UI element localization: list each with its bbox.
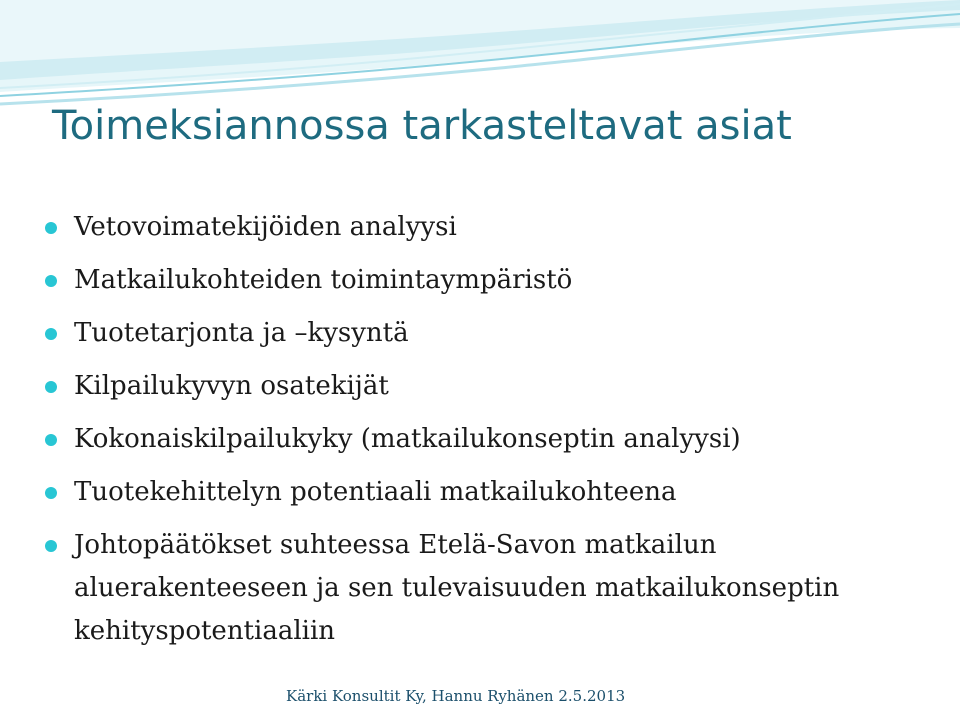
bullet-dot-icon [45, 381, 57, 393]
bullet-text: Kokonaiskilpailukyky (matkailukonseptin analyysi) [74, 424, 741, 454]
bullet-text: Tuotetarjonta ja –kysyntä [74, 318, 409, 348]
list-item [0, 312, 960, 355]
bullet-list [0, 206, 960, 663]
list-item [0, 418, 960, 461]
slide-footer: Kärki Konsultit Ky, Hannu Ryhänen 2.5.2013 [286, 687, 626, 705]
list-item [0, 471, 960, 514]
list-item [0, 259, 960, 302]
bullet-text: Kilpailukyvyn osatekijät [74, 371, 389, 401]
bullet-dot-icon [45, 222, 57, 234]
list-item [0, 365, 960, 408]
bullet-dot-icon [45, 328, 57, 340]
bullet-text: Tuotekehittelyn potentiaali matkailukohteena [74, 477, 677, 507]
bullet-dot-icon [45, 487, 57, 499]
list-item [0, 524, 960, 653]
bullet-text: Vetovoimatekijöiden analyysi [74, 212, 457, 242]
list-item [0, 206, 960, 249]
bullet-text: Johtopäätökset suhteessa Etelä-Savon matkailun aluerakenteeseen ja sen tulevaisuuden matkailukonseptin kehityspotentiaaliin [74, 530, 840, 646]
slide-title: Toimeksiannossa tarkasteltavat asiat [52, 103, 792, 149]
bullet-text: Matkailukohteiden toimintaympäristö [74, 265, 573, 295]
bullet-dot-icon [45, 434, 57, 446]
bullet-dot-icon [45, 275, 57, 287]
bullet-dot-icon [45, 540, 57, 552]
